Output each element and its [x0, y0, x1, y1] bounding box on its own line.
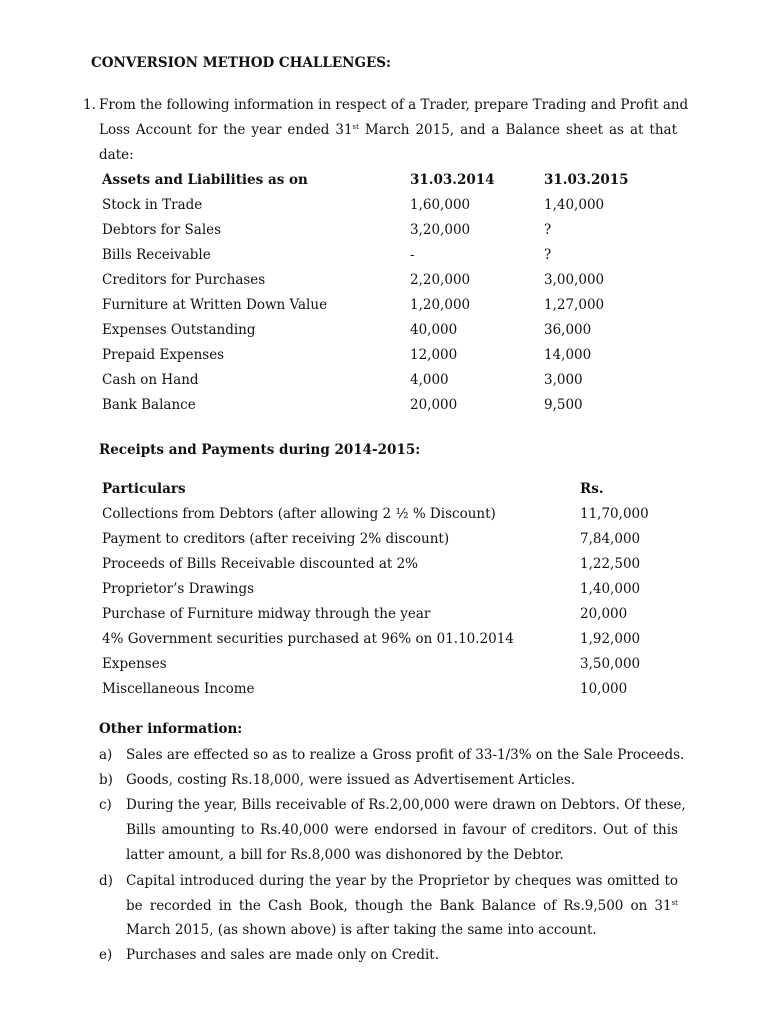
list-item-letter: b)	[99, 772, 113, 788]
table-cell: 3,50,000	[580, 656, 641, 672]
table-row-label: Expenses Outstanding	[102, 322, 256, 338]
table-cell: 1,27,000	[544, 297, 605, 313]
list-item-letter: c)	[99, 797, 112, 813]
question-line-2: Loss Account for the year ended 31st March 2015, and a Balance sheet as at that	[99, 122, 677, 138]
table-row-label: Proprietor’s Drawings	[102, 581, 255, 597]
table-cell: 14,000	[544, 347, 592, 363]
list-item: During the year, Bills receivable of Rs.2,00,000 were drawn on Debtors. Of these,	[126, 797, 686, 813]
table-cell: 40,000	[410, 322, 458, 338]
table-cell: 12,000	[410, 347, 458, 363]
question-number: 1.	[83, 97, 96, 113]
table-cell: 3,00,000	[544, 272, 605, 288]
table-cell: -	[410, 247, 415, 263]
page-title: CONVERSION METHOD CHALLENGES:	[91, 55, 392, 71]
table-cell: ?	[544, 222, 552, 238]
table-row-label: Creditors for Purchases	[102, 272, 266, 288]
table-cell: 2,20,000	[410, 272, 471, 288]
table-cell: 20,000	[410, 397, 458, 413]
table-cell: 1,92,000	[580, 631, 641, 647]
receipts-header-particulars: Particulars	[102, 481, 186, 497]
table-cell: 1,40,000	[544, 197, 605, 213]
table-cell: 11,70,000	[580, 506, 649, 522]
table-cell: 3,20,000	[410, 222, 471, 238]
table-cell: 10,000	[580, 681, 628, 697]
table-cell: 4,000	[410, 372, 449, 388]
table-row-label: Prepaid Expenses	[102, 347, 225, 363]
table-row-label: Expenses	[102, 656, 167, 672]
table-row-label: 4% Government securities purchased at 96% on 01.10.2014	[102, 631, 514, 647]
table-row-label: Cash on Hand	[102, 372, 199, 388]
table-cell: 7,84,000	[580, 531, 641, 547]
receipts-heading: Receipts and Payments during 2014-2015:	[99, 442, 421, 458]
list-item-continuation: latter amount, a bill for Rs.8,000 was dishonored by the Debtor.	[126, 847, 564, 863]
table-row-label: Purchase of Furniture midway through the year	[102, 606, 431, 622]
table-cell: 1,20,000	[410, 297, 471, 313]
list-item: Goods, costing Rs.18,000, were issued as Advertisement Articles.	[126, 772, 576, 788]
table-row-label: Furniture at Written Down Value	[102, 297, 328, 313]
balance-header-2015: 31.03.2015	[544, 172, 629, 188]
table-cell: ?	[544, 247, 552, 263]
list-item: Sales are effected so as to realize a Gross profit of 33-1/3% on the Sale Proceeds.	[126, 747, 685, 763]
table-row-label: Stock in Trade	[102, 197, 203, 213]
table-cell: 3,000	[544, 372, 583, 388]
table-row-label: Proceeds of Bills Receivable discounted at 2%	[102, 556, 419, 572]
table-cell: 20,000	[580, 606, 628, 622]
list-item-letter: d)	[99, 873, 113, 889]
table-cell: 1,40,000	[580, 581, 641, 597]
table-cell: 1,22,500	[580, 556, 641, 572]
table-cell: 36,000	[544, 322, 592, 338]
table-row-label: Miscellaneous Income	[102, 681, 255, 697]
list-item-letter: a)	[99, 747, 113, 763]
receipts-header-amount: Rs.	[580, 481, 604, 497]
balance-header-label: Assets and Liabilities as on	[102, 172, 308, 188]
list-item: Purchases and sales are made only on Credit.	[126, 947, 440, 963]
table-cell: 1,60,000	[410, 197, 471, 213]
other-info-heading: Other information:	[99, 721, 243, 737]
list-item-letter: e)	[99, 947, 113, 963]
question-line-1: From the following information in respect of a Trader, prepare Trading and Profit and	[99, 97, 689, 113]
balance-header-2014: 31.03.2014	[410, 172, 495, 188]
list-item-continuation: Bills amounting to Rs.40,000 were endorsed in favour of creditors. Out of this	[126, 822, 678, 838]
table-row-label: Collections from Debtors (after allowing 2 ½ % Discount)	[102, 506, 496, 522]
table-row-label: Bank Balance	[102, 397, 196, 413]
table-row-label: Payment to creditors (after receiving 2% discount)	[102, 531, 450, 547]
question-line-3: date:	[99, 147, 134, 163]
list-item-continuation: be recorded in the Cash Book, though the Bank Balance of Rs.9,500 on 31st	[126, 898, 678, 914]
table-cell: 9,500	[544, 397, 583, 413]
table-row-label: Bills Receivable	[102, 247, 211, 263]
list-item: Capital introduced during the year by the Proprietor by cheques was omitted to	[126, 873, 678, 889]
list-item-continuation: March 2015, (as shown above) is after taking the same into account.	[126, 922, 597, 938]
table-row-label: Debtors for Sales	[102, 222, 222, 238]
